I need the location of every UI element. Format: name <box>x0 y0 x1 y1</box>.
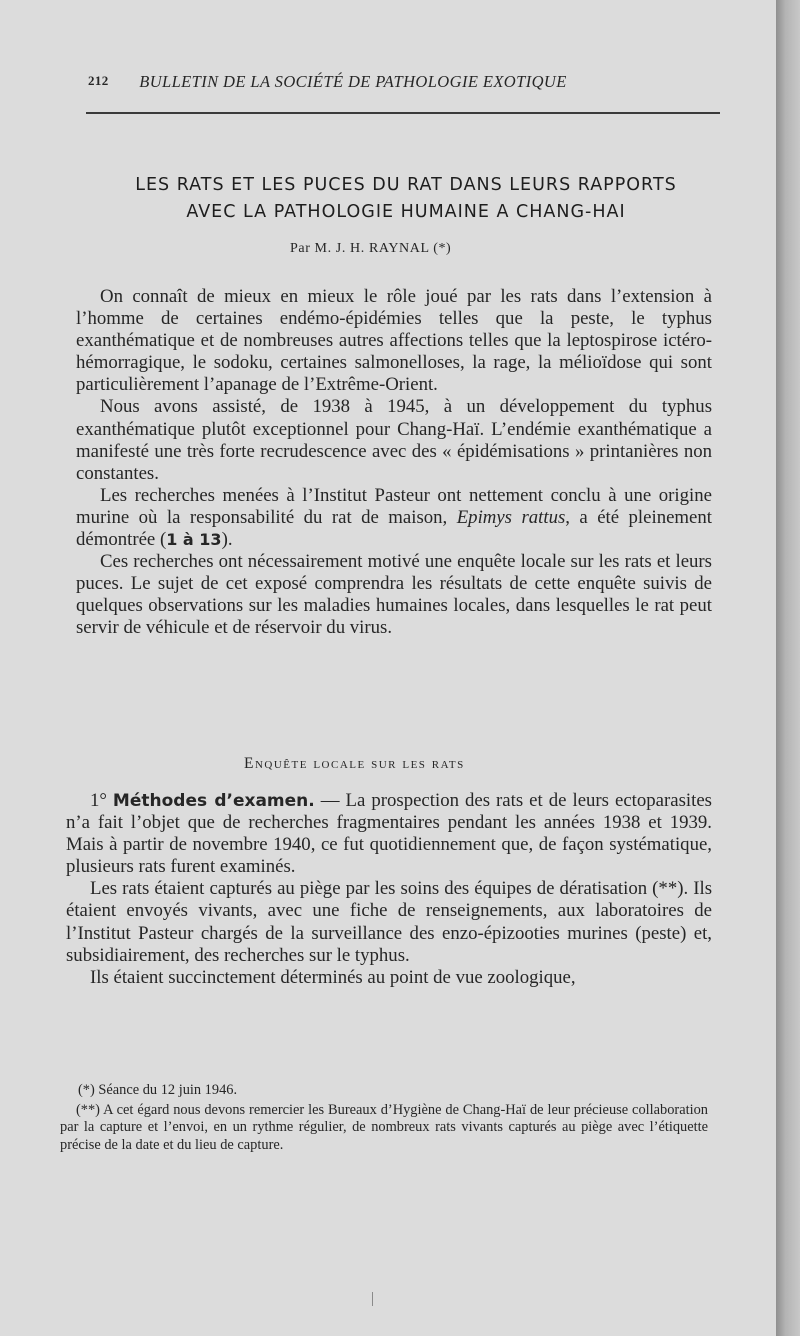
paragraph-text: , a été pleinement démontrée ( <box>76 506 712 551</box>
author-byline: Par M. J. H. RAYNAL (*) <box>290 241 452 256</box>
footnotes <box>60 1082 708 1155</box>
paragraph: Nous avons assisté, de 1938 à 1945, à un développement du typhus exanthématique plutôt exceptionnel pour Chang-Haï. L’endémie exanthématique a manifesté une très forte recrudescence avec des « épidémisations » printanières non constantes. <box>76 396 712 484</box>
journal-title: BULLETIN DE LA SOCIÉTÉ DE PATHOLOGIE EXOTIQUE <box>139 72 567 91</box>
paragraph: Les rats étaient capturés au piège par les soins des équipes de dératisation (**). Ils étaient envoyés vivants, avec une fiche de renseignements, aux laboratoires de l’Institut Pasteur chargés de la surveillance des enzo-épizooties murines (peste) et, subsidiairement, des recherches sur le typhus. <box>66 878 712 966</box>
print-mark <box>372 1292 373 1306</box>
page-edge-shadow <box>776 0 800 1336</box>
paragraph <box>76 485 712 551</box>
page-number: 212 <box>88 73 109 88</box>
reference-range: 1 à 13 <box>166 530 222 550</box>
paragraph: On connaît de mieux en mieux le rôle joué par les rats dans l’extension à l’homme de certaines endémo-épidémies telles que la peste, le typhus exanthématique et de nombreuses autres affections telles que la leptospirose ictéro-hémorragique, le sodoku, certaines salmonelloses, la rage, la mélioïdose qui sont particulièrement l’apanage de l’Extrême-Orient. <box>76 286 712 396</box>
footnote: (**) A cet égard nous devons remercier les Bureaux d’Hygiène de Chang-Haï de leur précieuse collaboration par la capture et l’envoi, en un rythme régulier, de nombreux rats vivants capturés au piège avec l’étiquette précise de la date et du lieu de capture. <box>60 1101 708 1154</box>
article-title <box>86 172 726 226</box>
paragraph-text: Les recherches menées à l’Institut Pasteur ont nettement conclu à une origine murine où la responsabilité du rat de maison, <box>76 484 712 528</box>
title-line: AVEC LA PATHOLOGIE HUMAINE A CHANG-HAI <box>186 202 626 222</box>
method-title: Méthodes d’examen. <box>112 791 315 811</box>
species-name: Epimys rattus <box>456 506 566 528</box>
header-rule <box>86 112 720 114</box>
paragraph-text: ). <box>221 529 233 551</box>
section-body <box>66 790 712 989</box>
paragraph <box>66 790 712 878</box>
running-head <box>88 72 720 92</box>
section-heading: Enquête locale sur les rats <box>244 755 465 772</box>
footnote: (*) Séance du 12 juin 1946. <box>78 1082 238 1098</box>
paragraph-text: — La prospection des rats et de leurs ectoparasites n’a fait l’objet que de recherches fragmentaires pendant les années 1938 et 1939. Mais à partir de novembre 1940, ce fut quotidiennement que, de façon systématique, plusieurs rats furent examinés. <box>66 790 712 878</box>
article-body <box>76 286 712 640</box>
title-line: LES RATS ET LES PUCES DU RAT DANS LEURS RAPPORTS <box>135 175 677 195</box>
paragraph: Ils étaient succinctement déterminés au point de vue zoologique, <box>90 966 576 988</box>
paragraph: Ces recherches ont nécessairement motivé une enquête locale sur les rats et leurs puces. Le sujet de cet exposé comprendra les résultats de cette enquête suivis de quelques observations sur les maladies humaines locales, dans lesquelles le rat peut servir de véhicule et de réservoir du virus. <box>76 551 712 639</box>
method-number: 1° <box>90 790 107 811</box>
